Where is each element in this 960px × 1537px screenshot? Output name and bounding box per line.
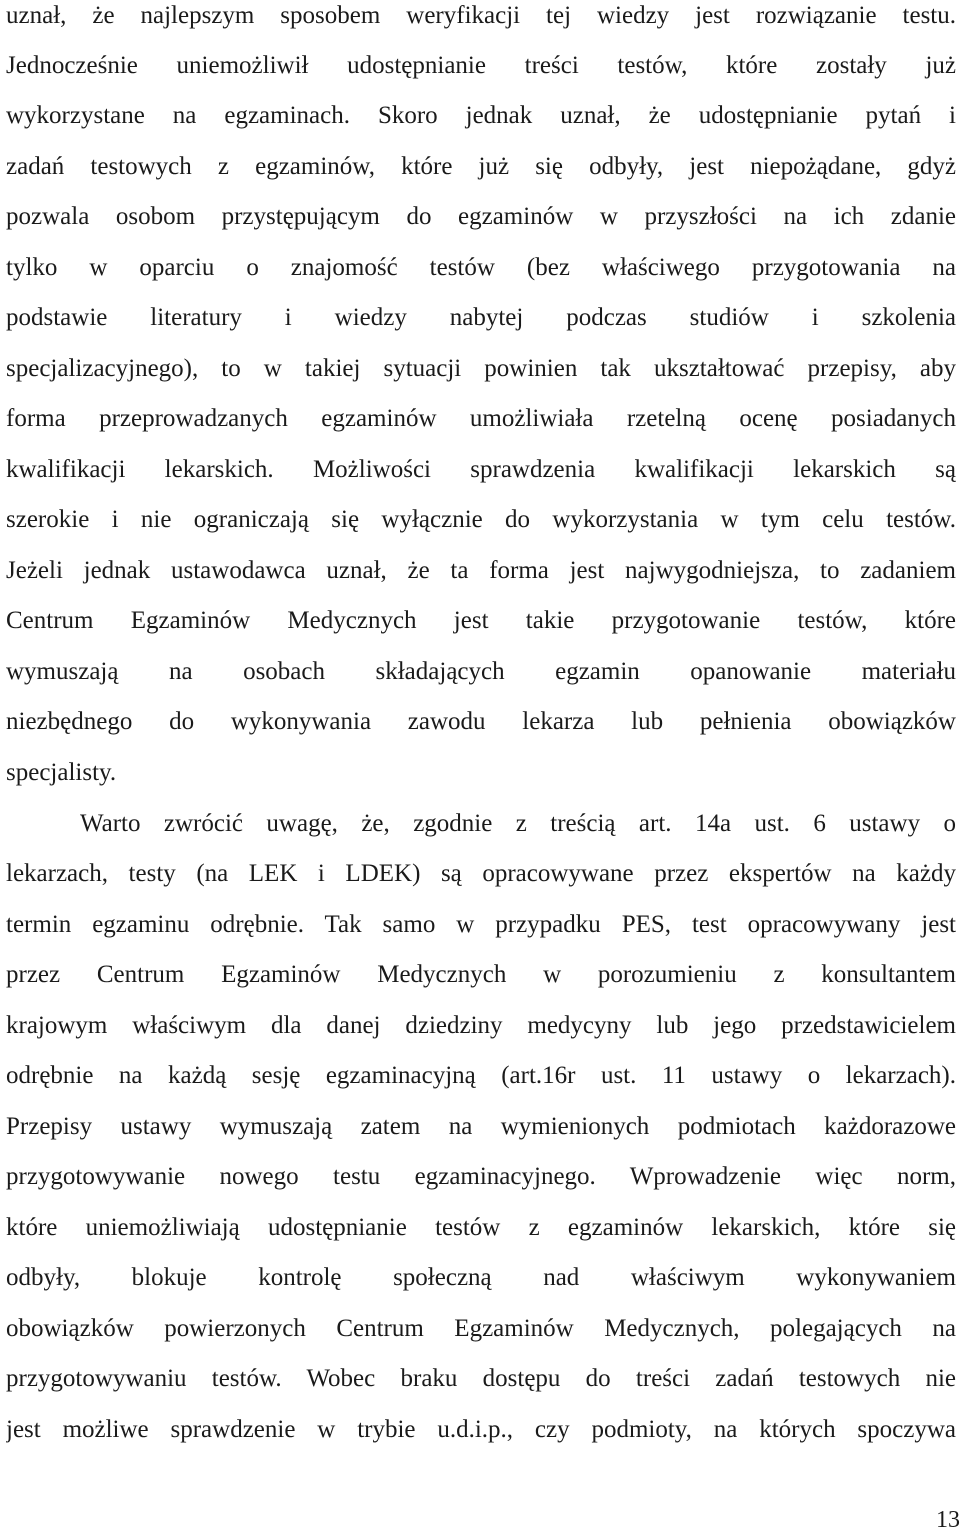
text-line: odbyły, blokuje kontrolę społeczną nad właściwym wykonywaniem [6,1264,956,1291]
text-line: zadań testowych z egzaminów, które już się odbyły, jest niepożądane, gdyż [6,153,956,180]
document-page [6,0,956,1537]
text-line: termin egzaminu odrębnie. Tak samo w przypadku PES, test opracowywany jest [6,911,956,938]
text-line: krajowym właściwym dla danej dziedziny medycyny lub jego przedstawicielem [6,1012,956,1039]
text-line: Jednocześnie uniemożliwił udostępnianie treści testów, które zostały już [6,52,956,79]
text-line: jest możliwe sprawdzenie w trybie u.d.i.p., czy podmioty, na których spoczywa [6,1416,956,1443]
text-line: wykorzystane na egzaminach. Skoro jednak uznał, że udostępnianie pytań i [6,102,956,129]
text-line: lekarzach, testy (na LEK i LDEK) są opracowywane przez ekspertów na każdy [6,860,956,887]
text-line: Warto zwrócić uwagę, że, zgodnie z treścią art. 14a ust. 6 ustawy o [80,810,956,837]
text-line: Jeżeli jednak ustawodawca uznał, że ta forma jest najwygodniejsza, to zadaniem [6,557,956,584]
page-number: 13 [936,1507,960,1533]
text-line: pozwala osobom przystępującym do egzaminów w przyszłości na ich zdanie [6,203,956,230]
text-line: przez Centrum Egzaminów Medycznych w porozumieniu z konsultantem [6,961,956,988]
text-line: forma przeprowadzanych egzaminów umożliwiała rzetelną ocenę posiadanych [6,405,956,432]
text-line: przygotowywanie nowego testu egzaminacyjnego. Wprowadzenie więc norm, [6,1163,956,1190]
text-line: tylko w oparciu o znajomość testów (bez właściwego przygotowania na [6,254,956,281]
text-line: specjalizacyjnego), to w takiej sytuacji powinien tak ukształtować przepisy, aby [6,355,956,382]
text-line: uznał, że najlepszym sposobem weryfikacji tej wiedzy jest rozwiązanie testu. [6,2,956,29]
text-line: kwalifikacji lekarskich. Możliwości sprawdzenia kwalifikacji lekarskich są [6,456,956,483]
text-line: szerokie i nie ograniczają się wyłącznie do wykorzystania w tym celu testów. [6,506,956,533]
text-line: Centrum Egzaminów Medycznych jest takie przygotowanie testów, które [6,607,956,634]
text-line: niezbędnego do wykonywania zawodu lekarza lub pełnienia obowiązków [6,708,956,735]
text-line: obowiązków powierzonych Centrum Egzaminów Medycznych, polegających na [6,1315,956,1342]
text-line: specjalisty. [6,759,117,786]
text-line: które uniemożliwiają udostępnianie testów z egzaminów lekarskich, które się [6,1214,956,1241]
text-line: wymuszają na osobach składających egzamin opanowanie materiału [6,658,956,685]
text-line: przygotowywaniu testów. Wobec braku dostępu do treści zadań testowych nie [6,1365,956,1392]
text-line: Przepisy ustawy wymuszają zatem na wymienionych podmiotach każdorazowe [6,1113,956,1140]
text-line: podstawie literatury i wiedzy nabytej podczas studiów i szkolenia [6,304,956,331]
text-line: odrębnie na każdą sesję egzaminacyjną (art.16r ust. 11 ustawy o lekarzach). [6,1062,956,1089]
